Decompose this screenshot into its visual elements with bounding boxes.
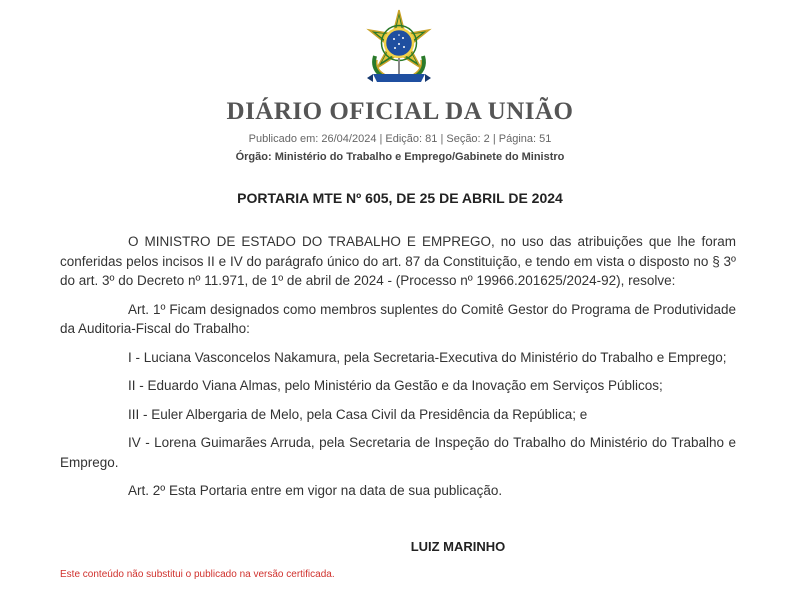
paragraph-art-1: Art. 1º Ficam designados como membros suplentes do Comitê Gestor do Programa de Produtividade da Auditoria-Fiscal do Trabalho: [60,301,736,336]
paragraph-item-i: I - Luciana Vasconcelos Nakamura, pela Secretaria-Executiva do Ministério do Trabalho e Emprego; [128,349,727,365]
paragraph-art-2: Art. 2º Esta Portaria entre em vigor na data de sua publicação. [128,483,503,498]
paragraph-item-ii: II - Eduardo Viana Almas, pelo Ministério da Gestão e da Inovação em Serviços Públicos; [128,378,663,393]
document-heading: PORTARIA MTE Nº 605, DE 25 DE ABRIL DE 2024 [237,190,563,206]
orgao-label: Órgão: [235,151,272,163]
paragraph-item-iv: IV - Lorena Guimarães Arruda, pela Secretaria de Inspeção do Trabalho do Ministério do Trabalho e Emprego. [60,435,736,470]
brazil-coat-of-arms-icon [359,8,439,88]
newspaper-title: DIÁRIO OFICIAL DA UNIÃO [226,98,574,125]
orgao-value: Ministério do Trabalho e Emprego/Gabinete do Ministro [274,151,565,163]
paragraph-item-iii: III - Euler Albergaria de Melo, pela Casa Civil da Presidência da República; e [128,406,588,422]
paragraph-preamble: O MINISTRO DE ESTADO DO TRABALHO E EMPREGO, no uso das atribuições que lhe foram conferidas pelos incisos II e IV do parágrafo único do art. 87 da Constituição, e tendo em vista o disposto no § 3º do art. 3º do Decreto nº 11.971, de 1º de abril de 2024 - (Processo nº 19966.201625/2024-92), resolve: [60,234,736,288]
document-body [60,232,736,510]
signature: LUIZ MARINHO [410,539,506,554]
disclaimer-note: Este conteúdo não substitui o publicado na versão certificada. [60,569,335,580]
orgao-line [0,151,800,163]
emblem-ribbon [373,74,425,82]
publication-meta: Publicado em: 26/04/2024 | Edição: 81 | Seção: 2 | Página: 51 [248,133,552,145]
